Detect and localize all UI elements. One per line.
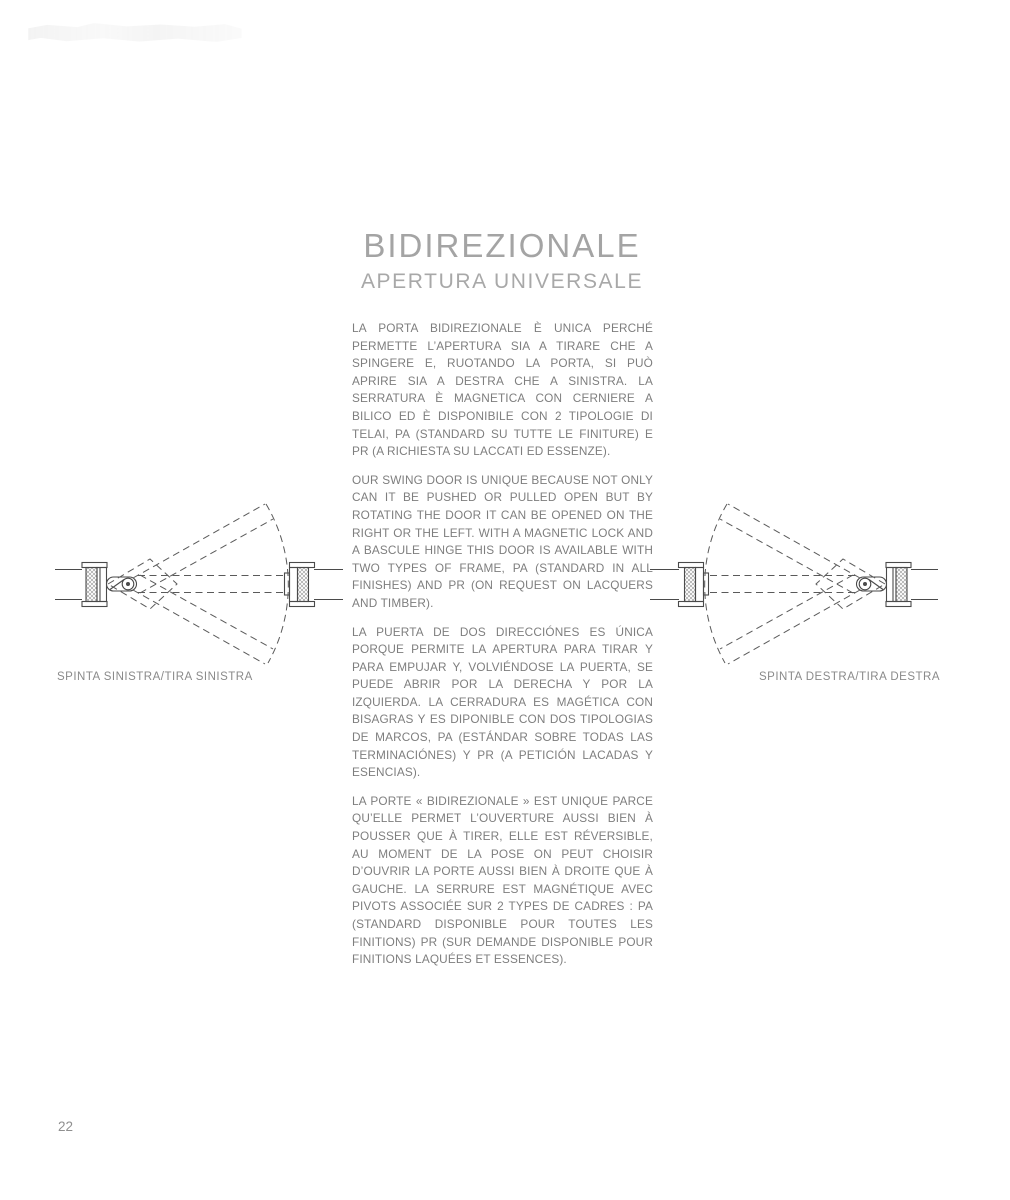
diagram-caption-left: SPINTA SINISTRA/TIRA SINISTRA [57,671,253,683]
page-header [340,228,664,294]
door-plan-drawing [55,504,343,664]
paragraph-french: LA PORTE « BIDIREZIONALE » EST UNIQUE PARCE QU’ELLE PERMET L’OUVERTURE AUSSI BIEN À POUSSER QUE À TIRER, ELLE EST RÉVERSIBLE, AU MOMENT DE LA POSE ON PEUT CHOISIR D’OUVRIR LA PORTE AUSSI BIEN À DROITE QUE À GAUCHE. LA SERRURE EST MAGNÉTIQUE AVEC PIVOTS ASSOCIÉE SUR 2 TYPES DE CADRES : PA (STANDARD DISPONIBLE POUR TOUTES LES FINITIONS) PR (SUR DEMANDE DISPONIBLE POUR FINITIONS LAQUÉES ET ESSENCES). [352,793,653,967]
paragraph-spanish: LA PUERTA DE DOS DIRECCIÓNES ES ÚNICA PORQUE PERMITE LA APERTURA PARA TIRAR Y PARA EMPUJAR Y, VOLVIÉNDOSE LA PUERTA, SE PUEDE ABRIR POR LA DERECHA Y POR LA IZQUIERDA. LA CERRADURA ES MAGÉTICA CON BISAGRAS Y ES DIPONIBLE CON DOS TIPOLOGIAS DE MARCOS, PA (ESTÁNDAR SOBRE TODAS LAS TERMINACIÓNES) Y PR (A PETICIÓN LACADAS Y ESENCIAS). [352,624,653,780]
page-number: 22 [58,1119,74,1134]
diagram-caption-right: SPINTA DESTRA/TIRA DESTRA [759,671,940,683]
door-swing-diagram-right [650,498,960,668]
door-plan-drawing-mirrored [650,504,938,664]
paragraph-english: OUR SWING DOOR IS UNIQUE BECAUSE NOT ONLY CAN IT BE PUSHED OR PULLED OPEN BUT BY ROTATING THE DOOR IT CAN BE OPENED ON THE RIGHT OR THE LEFT. WITH A MAGNETIC LOCK AND A BASCULE HINGE THIS DOOR IS AVAILABLE WITH TWO TYPES OF FRAME, PA (STANDARD IN ALL FINISHES) AND PR (ON REQUEST ON LACQUERS AND TIMBER). [352,472,653,610]
description-column [352,320,653,980]
scan-artifact [28,23,242,42]
paragraph-italian: LA PORTA BIDIREZIONALE È UNICA PERCHÉ PERMETTE L’APERTURA SIA A TIRARE CHE A SPINGERE E, RUOTANDO LA PORTA, SI PUÒ APRIRE SIA A DESTRA CHE A SINISTRA. LA SERRATURA È MAGNETICA CON CERNIERE A BILICO ED È DISPONIBILE CON 2 TIPOLOGIE DI TELAI, PA (STANDARD SU TUTTE LE FINITURE) E PR (A RICHIESTA SU LACCATI ED ESSENZE). [352,321,653,459]
page-subtitle: APERTURA UNIVERSALE [360,270,644,293]
page-title: BIDIREZIONALE [363,227,641,264]
door-swing-diagram-left [40,498,350,668]
